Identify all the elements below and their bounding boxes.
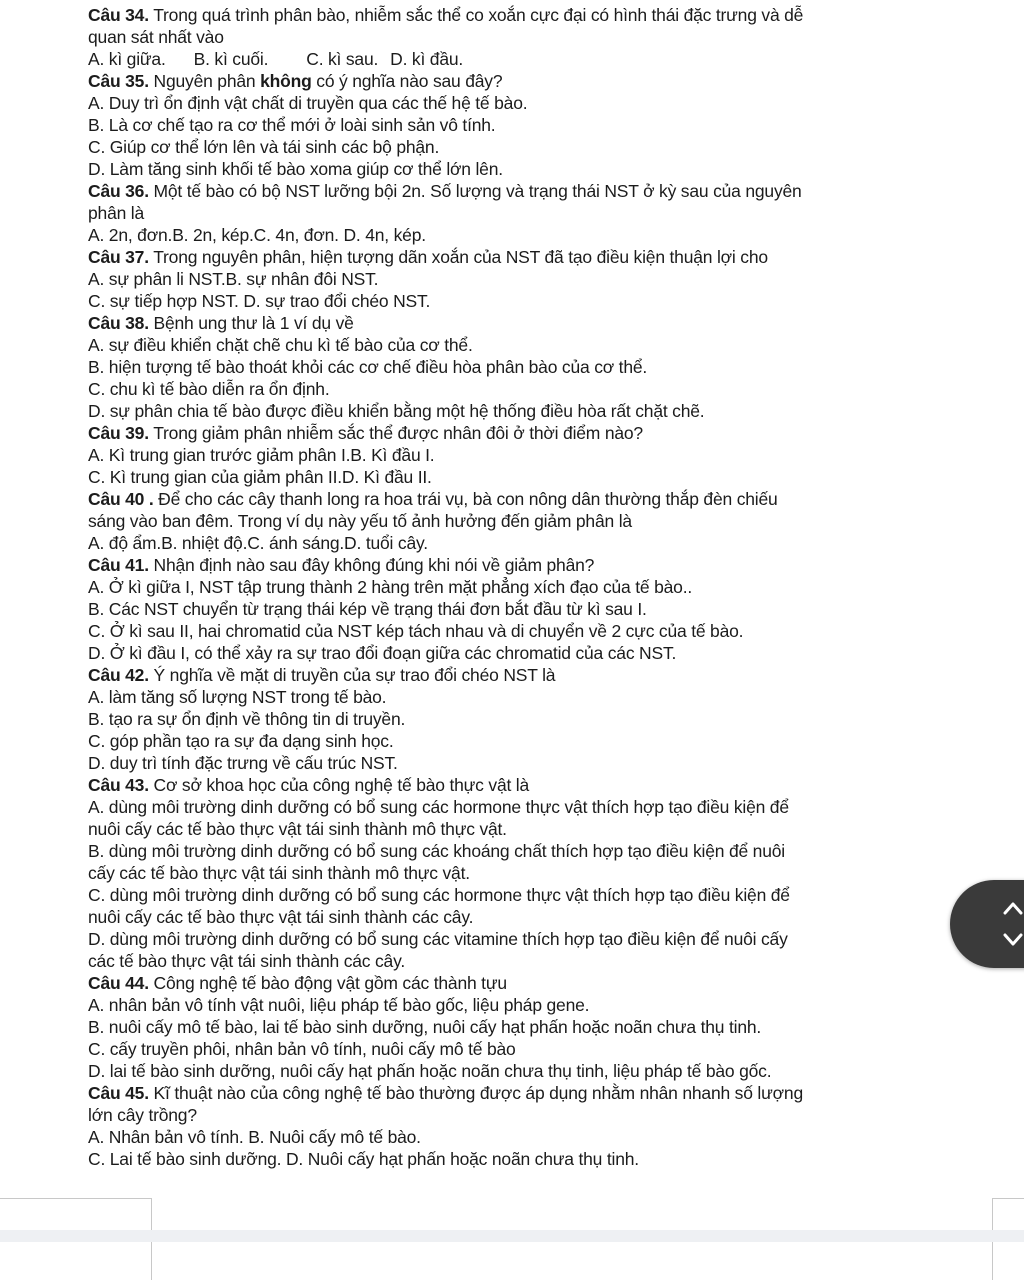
- question-text: Trong quá trình phân bào, nhiễm sắc thể co xoắn cực đại có hình thái đặc trưng và dễ: [148, 5, 804, 25]
- question-number: Câu 45.: [88, 1083, 149, 1103]
- question-41-stem: [88, 554, 988, 576]
- next-page-edge-right: [992, 1242, 993, 1280]
- option-a: A. Duy trì ổn định vật chất di truyền qua các thế hệ tế bào.: [88, 93, 528, 113]
- question-text: Trong giảm phân nhiễm sắc thể được nhân đôi ở thời điểm nào?: [148, 423, 643, 443]
- option-a: A. làm tăng số lượng NST trong tế bào.: [88, 687, 387, 707]
- question-34-stem-cont: [88, 26, 988, 48]
- question-35-stem: [88, 70, 988, 92]
- page-corner-left: [0, 1198, 152, 1230]
- option-c: C. chu kì tế bào diễn ra ổn định.: [88, 379, 330, 399]
- question-45-stem-cont: lớn cây trồng?: [88, 1105, 197, 1125]
- question-45-options-cd: C. Lai tế bào sinh dưỡng. D. Nuôi cấy hạt phấn hoặc noãn chưa thụ tinh.: [88, 1149, 639, 1169]
- question-39-options-cd: C. Kì trung gian của giảm phân II.D. Kì đầu II.: [88, 467, 432, 487]
- question-text: quan sát nhất vào: [88, 27, 224, 47]
- option-d: D. Ở kì đầu I, có thể xảy ra sự trao đổi đoạn giữa các chromatid của các NST.: [88, 643, 677, 663]
- question-text: Nguyên phân: [148, 71, 261, 91]
- option-a: A. kì giữa.: [88, 49, 166, 69]
- question-text: Kĩ thuật nào của công nghệ tế bào thường được áp dụng nhằm nhân nhanh số lượng: [148, 1083, 803, 1103]
- option-b: B. nuôi cấy mô tế bào, lai tế bào sinh dưỡng, nuôi cấy hạt phấn hoặc noãn chưa thụ tinh.: [88, 1017, 762, 1037]
- option-c: C. Ở kì sau II, hai chromatid của NST kép tách nhau và di chuyển về 2 cực của tế bào.: [88, 621, 744, 641]
- option-a: A. dùng môi trường dinh dưỡng có bổ sung các hormone thực vật thích hợp tạo điều kiện để: [88, 797, 789, 817]
- option-a-cont: nuôi cấy các tế bào thực vật tái sinh thành mô thực vật.: [88, 819, 507, 839]
- question-number: Câu 42.: [88, 665, 149, 685]
- question-42-stem: [88, 664, 988, 686]
- option-b: B. dùng môi trường dinh dưỡng có bổ sung các khoáng chất thích hợp tạo điều kiện để nuôi: [88, 841, 785, 861]
- question-34-stem: [88, 4, 988, 26]
- question-text: Trong nguyên phân, hiện tượng dãn xoắn của NST đã tạo điều kiện thuận lợi cho: [148, 247, 768, 267]
- question-45-options-ab: A. Nhân bản vô tính. B. Nuôi cấy mô tế bào.: [88, 1127, 421, 1147]
- question-37-options-cd: C. sự tiếp hợp NST. D. sự trao đổi chéo NST.: [88, 291, 431, 311]
- question-38-stem: [88, 312, 988, 334]
- question-44-stem: [88, 972, 988, 994]
- question-number: Câu 44.: [88, 973, 149, 993]
- question-40-options: A. độ ẩm.B. nhiệt độ.C. ánh sáng.D. tuổi cây.: [88, 533, 428, 553]
- option-a: A. nhân bản vô tính vật nuôi, liệu pháp tế bào gốc, liệu pháp gene.: [88, 995, 590, 1015]
- question-39-options-ab: A. Kì trung gian trước giảm phân I.B. Kì đầu I.: [88, 445, 435, 465]
- option-b: B. tạo ra sự ổn định về thông tin di truyền.: [88, 709, 406, 729]
- question-39-stem: [88, 422, 988, 444]
- question-37-options-ab: A. sự phân li NST.B. sự nhân đôi NST.: [88, 269, 379, 289]
- question-43-stem: [88, 774, 988, 796]
- page-break-divider: [0, 1230, 1024, 1242]
- option-c: C. Giúp cơ thể lớn lên và tái sinh các bộ phận.: [88, 137, 440, 157]
- question-text: Ý nghĩa về mặt di truyền của sự trao đổi chéo NST là: [148, 665, 556, 685]
- option-d: D. kì đầu.: [390, 49, 464, 69]
- negation-keyword: không: [260, 71, 312, 91]
- option-d-cont: các tế bào thực vật tái sinh thành các cây.: [88, 951, 405, 971]
- question-text: Nhận định nào sau đây không đúng khi nói về giảm phân?: [148, 555, 595, 575]
- question-36-stem: [88, 180, 988, 202]
- option-b: B. hiện tượng tế bào thoát khỏi các cơ chế điều hòa phân bào của cơ thể.: [88, 357, 648, 377]
- chevron-down-icon[interactable]: [1002, 928, 1024, 950]
- option-b: B. kì cuối.: [193, 49, 269, 69]
- question-36-stem-cont: phân là: [88, 203, 145, 223]
- chevron-up-icon[interactable]: [1002, 898, 1024, 920]
- option-c: C. góp phần tạo ra sự đa dạng sinh học.: [88, 731, 394, 751]
- question-number: Câu 38.: [88, 313, 149, 333]
- question-number: Câu 35.: [88, 71, 149, 91]
- option-c: C. dùng môi trường dinh dưỡng có bổ sung các hormone thực vật thích hợp tạo điều kiện để: [88, 885, 790, 905]
- question-45-stem: [88, 1082, 988, 1104]
- option-c-cont: nuôi cấy các tế bào thực vật tái sinh thành các cây.: [88, 907, 474, 927]
- question-34-options: [88, 48, 988, 70]
- page-corner-right: [992, 1198, 1024, 1230]
- question-text: Cơ sở khoa học của công nghệ tế bào thực vật là: [148, 775, 530, 795]
- question-text: Bệnh ung thư là 1 ví dụ về: [148, 313, 354, 333]
- question-text: có ý nghĩa nào sau đây?: [311, 71, 503, 91]
- question-text: Để cho các cây thanh long ra hoa trái vụ, bà con nông dân thường thắp đèn chiếu: [153, 489, 778, 509]
- option-c: C. cấy truyền phôi, nhân bản vô tính, nuôi cấy mô tế bào: [88, 1039, 516, 1059]
- option-b: B. Là cơ chế tạo ra cơ thể mới ở loài sinh sản vô tính.: [88, 115, 496, 135]
- question-number: Câu 36.: [88, 181, 149, 201]
- question-number: Câu 37.: [88, 247, 149, 267]
- question-40-stem: [88, 488, 988, 510]
- option-d: D. dùng môi trường dinh dưỡng có bổ sung các vitamine thích hợp tạo điều kiện để nuôi cấy: [88, 929, 788, 949]
- option-d: D. duy trì tính đặc trưng về cấu trúc NST.: [88, 753, 398, 773]
- option-d: D. sự phân chia tế bào được điều khiển bằng một hệ thống điều hòa rất chặt chẽ.: [88, 401, 705, 421]
- question-number: Câu 34.: [88, 5, 149, 25]
- question-number: Câu 41.: [88, 555, 149, 575]
- option-d: D. lai tế bào sinh dưỡng, nuôi cấy hạt phấn hoặc noãn chưa thụ tinh, liệu pháp tế bào gốc.: [88, 1061, 772, 1081]
- question-text: Công nghệ tế bào động vật gồm các thành tựu: [148, 973, 507, 993]
- option-a: A. sự điều khiển chặt chẽ chu kì tế bào của cơ thể.: [88, 335, 473, 355]
- question-number: Câu 43.: [88, 775, 149, 795]
- question-36-options: A. 2n, đơn.B. 2n, kép.C. 4n, đơn. D. 4n, kép.: [88, 225, 426, 245]
- question-number: Câu 39.: [88, 423, 149, 443]
- option-d: D. Làm tăng sinh khối tế bào xoma giúp cơ thể lớn lên.: [88, 159, 503, 179]
- next-page-edge-left: [151, 1242, 152, 1280]
- option-c: C. kì sau.: [306, 49, 379, 69]
- question-40-stem-cont: sáng vào ban đêm. Trong ví dụ này yếu tố ảnh hưởng đến giảm phân là: [88, 511, 632, 531]
- document-page: [88, 4, 988, 1170]
- option-b: B. Các NST chuyển từ trạng thái kép về trạng thái đơn bắt đầu từ kì sau I.: [88, 599, 647, 619]
- option-a: A. Ở kì giữa I, NST tập trung thành 2 hàng trên mặt phẳng xích đạo của tế bào..: [88, 577, 693, 597]
- option-b-cont: cấy các tế bào thực vật tái sinh thành mô thực vật.: [88, 863, 470, 883]
- question-text: Một tế bào có bộ NST lưỡng bội 2n. Số lượng và trạng thái NST ở kỳ sau của nguyên: [148, 181, 802, 201]
- question-number: Câu 40 .: [88, 489, 154, 509]
- question-37-stem: [88, 246, 988, 268]
